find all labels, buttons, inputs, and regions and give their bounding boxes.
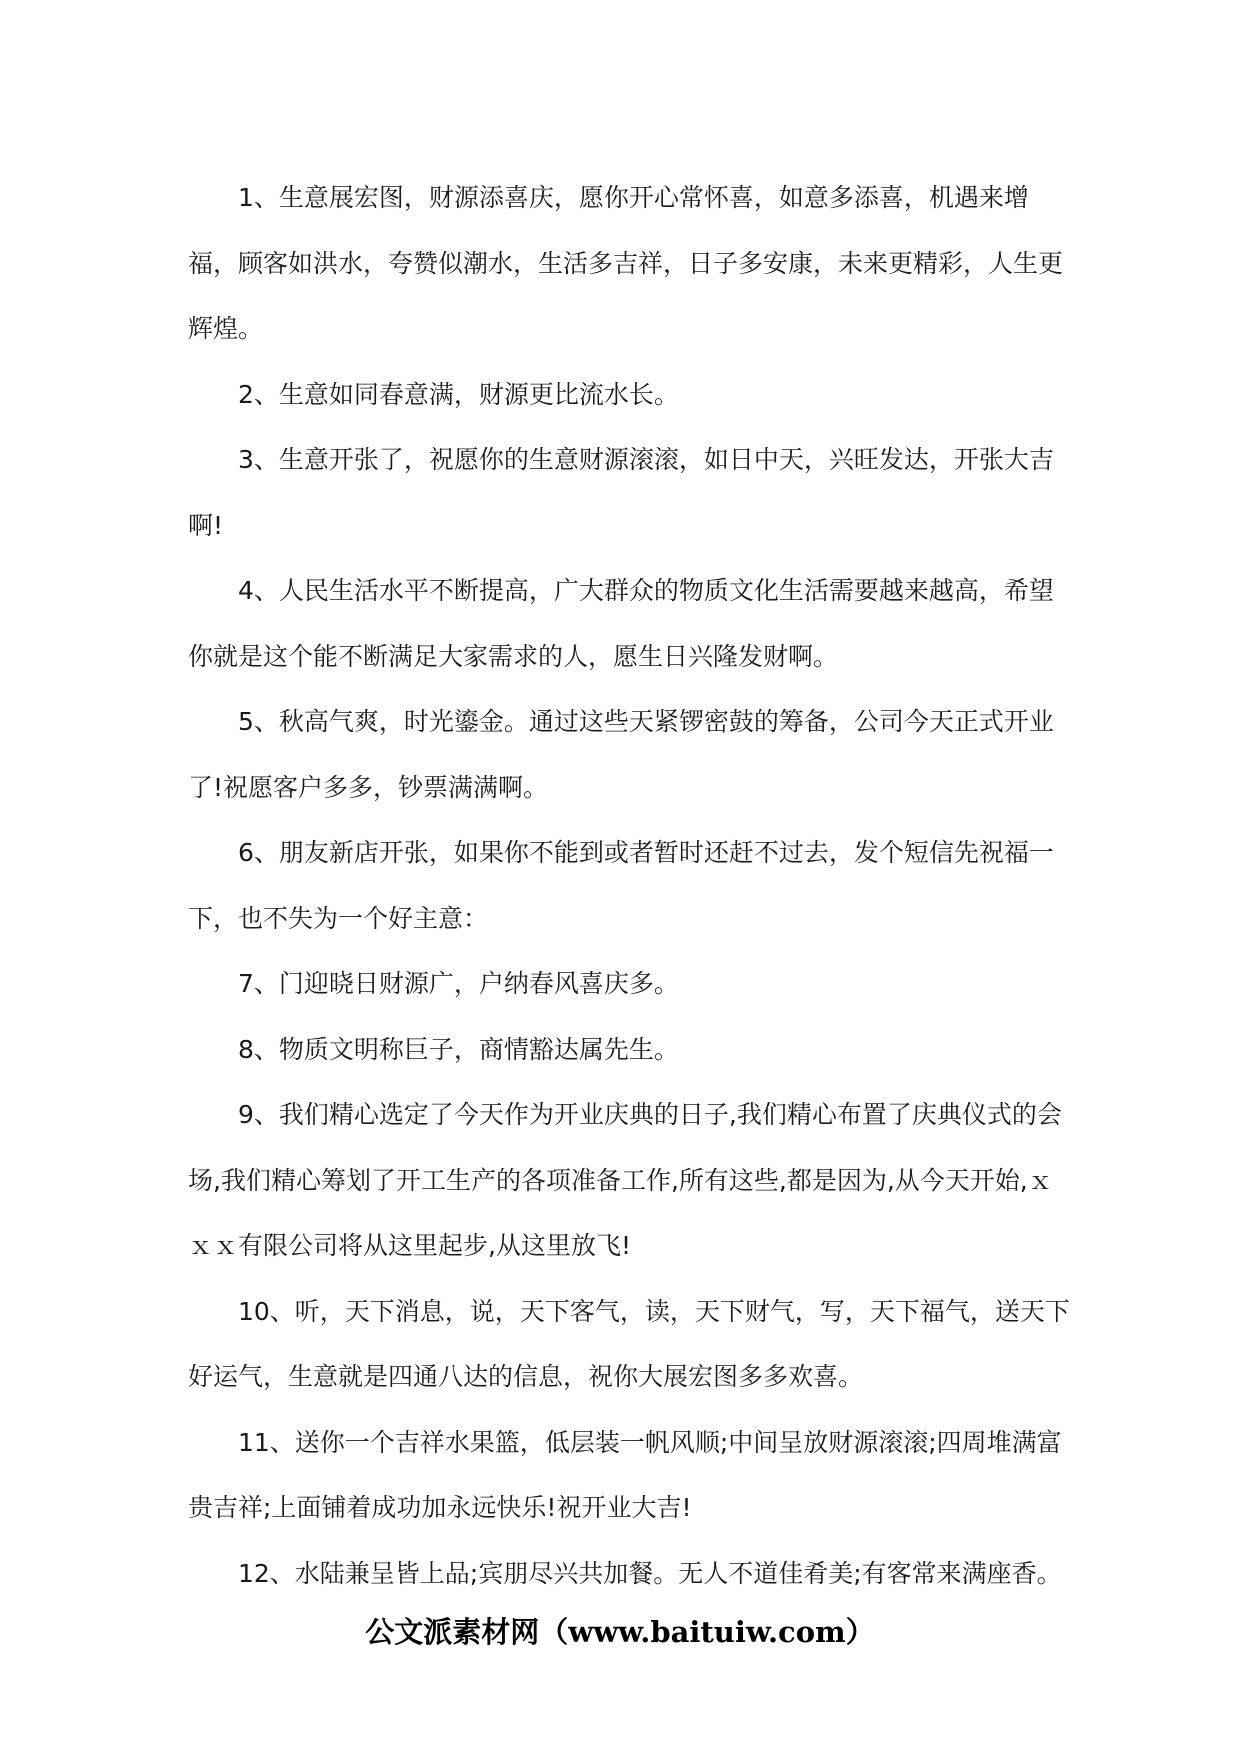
- paragraph-2: 2、生意如同春意满，财源更比流水长。: [238, 379, 679, 409]
- footer-watermark: 公文派素材网（www.baituiw.com）: [365, 1615, 875, 1649]
- paragraph-7: 7、门迎晓日财源广，户纳春风喜庆多。: [238, 969, 679, 998]
- paragraph-3: 3、生意开张了，祝愿你的生意财源滚滚，如日中天，兴旺发达，开张大吉啊!: [188, 445, 1054, 540]
- paragraph-11: 11、送你一个吉祥水果篮，低层装一帆风顺;中间呈放财源滚滚;四周堆满富贵吉祥;上面铺着成功加永远快乐!祝开业大吉!: [188, 1427, 1062, 1522]
- paragraph-5: 5、秋高气爽，时光鎏金。通过这些天紧锣密鼓的筹备，公司今天正式开业了!祝愿客户多多，钞票满满啊。: [188, 707, 1054, 802]
- paragraph-8: 8、物质文明称巨子，商情豁达属先生。: [238, 1034, 679, 1064]
- paragraph-1: 1、生意展宏图，财源添喜庆，愿你开心常怀喜，如意多添喜，机遇来增福，顾客如洪水，夸赞似潮水，生活多吉祥，日子多安康，未来更精彩，人生更辉煌。: [188, 183, 1064, 343]
- paragraph-6: 6、朋友新店开张，如果你不能到或者暂时还赶不过去，发个短信先祝福一下，也不失为一个好主意：: [188, 838, 1054, 933]
- paragraph-9: 9、我们精心选定了今天作为开业庆典的日子,我们精心布置了庆典仪式的会场,我们精心筹划了开工生产的各项准备工作,所有这些,都是因为,从今天开始,ｘｘｘ有限公司将从这里起步,从这里放飞!: [188, 1100, 1062, 1260]
- paragraph-10: 10、听，天下消息，说，天下客气，读，天下财气，写，天下福气，送天下好运气，生意就是四通八达的信息，祝你大展宏图多多欢喜。: [188, 1296, 1070, 1391]
- paragraph-12: 12、水陆兼呈皆上品;宾朋尽兴共加餐。无人不道佳肴美;有客常来满座香。: [238, 1558, 1062, 1588]
- paragraph-4: 4、人民生活水平不断提高，广大群众的物质文化生活需要越来越高，希望你就是这个能不断满足大家需求的人，愿生日兴隆发财啊。: [188, 576, 1054, 671]
- document-body: [188, 165, 1076, 1606]
